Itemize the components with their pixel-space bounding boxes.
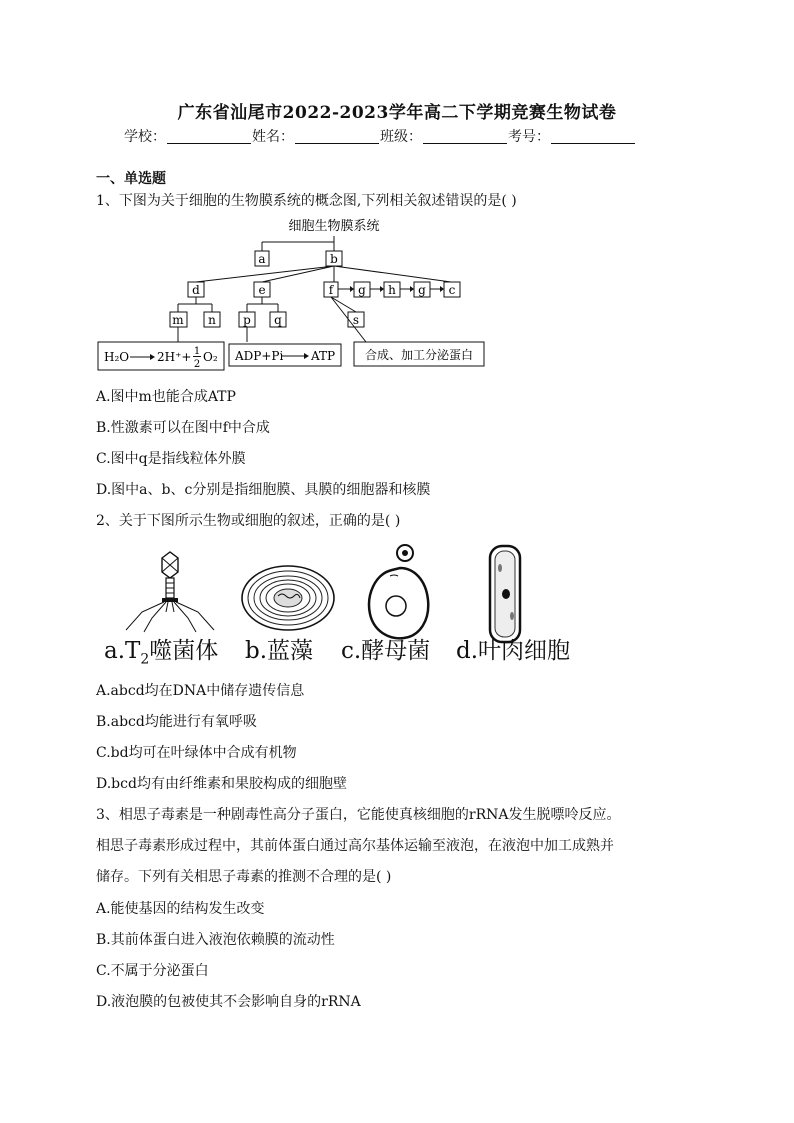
q1-option-c: C.图中q是指线粒体外膜 [96,451,246,467]
node-p-label: p [243,313,251,327]
q3-option-a: A.能使基因的结构发生改变 [96,901,265,917]
eq2-right: ATP [311,349,336,363]
node-m-label: m [172,313,184,327]
q3-stem-line-1: 3、相思子毒素是一种剧毒性高分子蛋白，它能使真核细胞的rRNA发生脱嘌呤反应。 [96,807,621,823]
label-a-prefix: a.T [104,638,141,664]
eq1-right: 2H⁺+ [157,350,192,364]
diagram-root-label: 细胞生物膜系统 [288,219,380,234]
label-a-suffix: 噬菌体 [149,638,219,664]
q2-option-a: A.abcd均在DNA中储存遗传信息 [96,683,305,699]
q1-option-b: B.性激素可以在图中f中合成 [96,420,270,436]
student-info-row [124,126,636,146]
node-h-label: h [388,283,396,297]
school-label: 学校： [124,129,166,145]
node-d-label: d [192,283,200,297]
q2-option-c: C.bd均可在叶绿体中合成有机物 [96,745,297,761]
label-yeast: c.酵母菌 [341,638,431,664]
q1-option-a: A.图中m也能合成ATP [96,389,236,405]
exam-title: 广东省汕尾市2022-2023学年高二下学期竞赛生物试卷 [177,103,617,123]
q3-option-b: B.其前体蛋白进入液泡依赖膜的流动性 [96,932,335,948]
cyanobacterium-illustration [242,566,334,630]
node-a-label: a [258,252,266,266]
eq1-left: H₂O [104,350,130,364]
school-blank [167,129,251,144]
node-f-label: f [328,283,334,297]
eq3: 合成、加工分泌蛋白 [364,348,474,362]
label-a-sub: 2 [140,651,150,668]
mesophyll-cell-illustration [490,546,520,642]
yeast-illustration [369,545,428,638]
label-mesophyll-cell: d.叶肉细胞 [456,638,571,664]
node-g1-label: g [358,283,366,297]
label-cyanobacterium: b.蓝藻 [245,638,314,664]
q1-option-d: D.图中a、b、c分别是指细胞膜、具膜的细胞器和核膜 [96,482,431,498]
q3-option-d: D.液泡膜的包被使其不会影响自身的rRNA [96,994,361,1010]
section-heading: 一、单选题 [96,171,166,187]
eq2-left: ADP+Pi [235,349,284,363]
node-s-label: s [352,313,360,327]
q3-stem-line-3: 储存。下列有关相思子毒素的推测不合理的是( ) [96,869,392,885]
t2-phage-illustration [126,552,214,632]
node-e-label: e [258,283,266,297]
q3-option-c: C.不属于分泌蛋白 [96,963,209,979]
name-blank [295,129,379,144]
q2-option-b: B.abcd均能进行有氧呼吸 [96,714,257,730]
name-label: 姓名： [252,129,294,145]
q2-stem: 2、关于下图所示生物或细胞的叙述，正确的是( ) [96,513,401,529]
node-n-label: n [208,313,216,327]
node-c-label: c [448,283,456,297]
membrane-system-diagram [96,214,496,374]
exam-no-label: 考号： [508,129,550,145]
q1-stem: 1、下图为关于细胞的生物膜系统的概念图,下列相关叙述错误的是( ) [96,193,517,209]
q2-option-d: D.bcd均有由纤维素和果胶构成的细胞壁 [96,776,347,792]
exam-no-blank [551,129,635,144]
q3-stem-line-2: 相思子毒素形成过程中，其前体蛋白通过高尔基体运输至液泡，在液泡中加工成熟并 [96,838,614,854]
label-t2-phage [104,632,218,668]
node-g2-label: g [418,283,426,297]
class-label: 班级： [380,129,422,145]
node-b-label: b [330,252,338,266]
eq1-frac-den: 2 [193,359,201,370]
eq1-frac-num: 1 [193,346,201,357]
class-blank [423,129,507,144]
eq1-tail: O₂ [203,350,218,364]
node-q-label: q [274,313,282,327]
